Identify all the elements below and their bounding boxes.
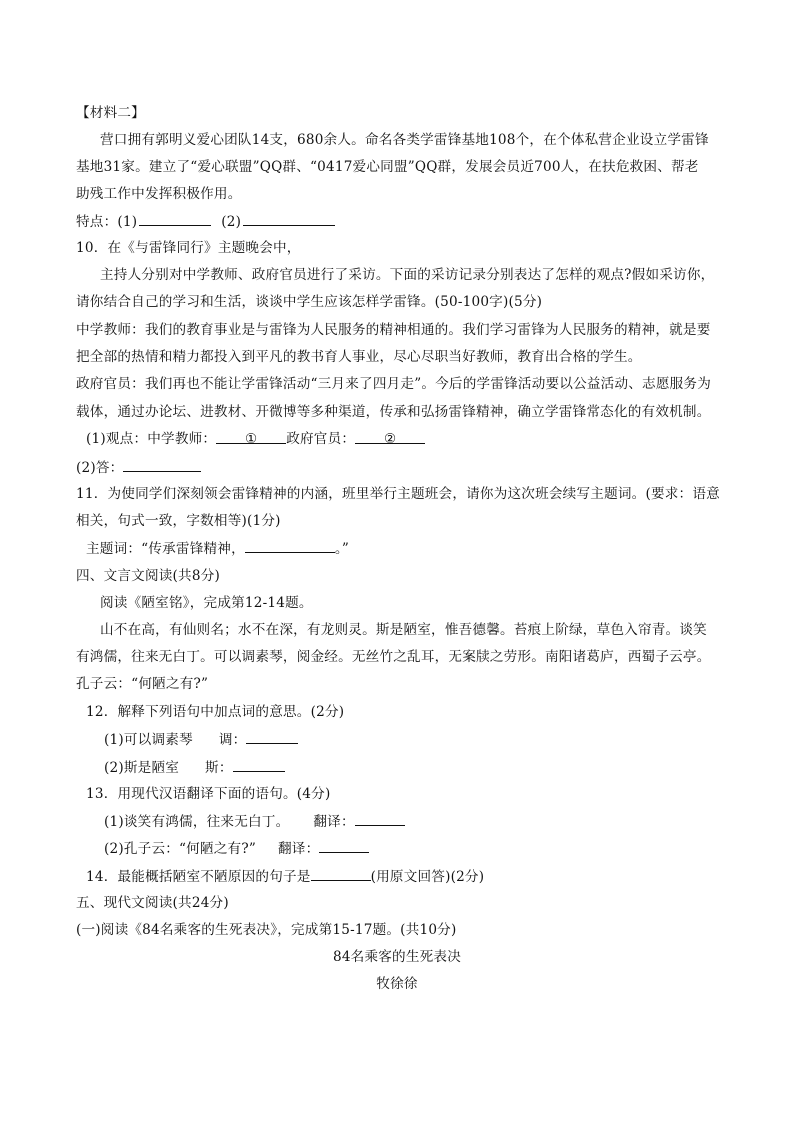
question-11-line: 相关，句式一致，字数相等)(1分)	[76, 513, 281, 529]
question-13-item-2-label: 翻译：	[278, 841, 320, 857]
material-title: 【材料二】	[76, 105, 145, 121]
classical-text-line: 有鸿儒，往来无白丁。可以调素琴，阅金经。无丝竹之乱耳，无案牍之劳形。南阳诸葛庐，西蜀子云亭。	[76, 649, 711, 665]
classical-text-line: 山不在高，有仙则名；水不在深，有龙则灵。斯是陋室，惟吾德馨。苔痕上阶绿，草色入帘青。谈笑	[100, 622, 707, 638]
q13-1-blank[interactable]	[355, 811, 405, 826]
feature-2-blank[interactable]	[243, 211, 335, 226]
question-14-line	[86, 866, 484, 887]
question-12-item-2	[104, 757, 285, 778]
q12-2-blank[interactable]	[233, 757, 285, 772]
question-12-item-1-text: (1)可以调素琴	[104, 732, 193, 748]
teacher-statement-line: 把全部的热情和精力都投入到平凡的教书育人事业，尽心尽职当好教师，教育出合格的学生。	[76, 349, 642, 365]
official-view-blank[interactable]: ②	[355, 429, 425, 444]
question-13-item-1-label: 翻译：	[313, 814, 355, 830]
question-12-stem: 12．解释下列语句中加点词的意思。(2分)	[86, 704, 345, 720]
question-10-stem: 10．在《与雷锋同行》主题晚会中，	[76, 240, 301, 256]
question-11-line: 11．为使同学们深刻领会雷锋精神的内涵，班里举行主题班会，请你为这次班会续写主题词。(要求：语意	[76, 486, 720, 502]
views-mid-label: 政府官员：	[286, 431, 356, 447]
theme-blank[interactable]	[245, 538, 335, 553]
section-5-sub: (一)阅读《84名乘客的生死表决》，完成第15-17题。(共10分)	[76, 922, 457, 938]
answer-blank[interactable]	[123, 457, 201, 472]
features-label: 特点：	[76, 214, 118, 230]
question-12-item-1-label: 调：	[218, 732, 247, 748]
question-14-suffix: (用原文回答)(2分)	[370, 869, 485, 885]
question-12-item-2-label: 斯：	[205, 760, 233, 776]
views-line	[86, 429, 425, 449]
question-13-item-2	[104, 838, 369, 859]
feature-1-blank[interactable]	[139, 211, 211, 226]
article-title: 84名乘客的生死表决	[332, 949, 462, 965]
material-paragraph-line: 助残工作中发挥积极作用。	[76, 186, 242, 202]
material-paragraph-line: 营口拥有郭明义爱心团队14支，680余人。命名各类学雷锋基地108个，在个体私营企业设立学雷锋	[100, 132, 709, 148]
question-10-paragraph-line: 请你结合自己的学习和生活，谈谈中学生应该怎样学雷锋。(50-100字)(5分)	[76, 294, 543, 310]
theme-line	[86, 538, 349, 559]
q14-blank[interactable]	[311, 866, 371, 881]
question-12-item-1	[104, 729, 298, 750]
question-14-text: 14．最能概括陋室不陋原因的句子是	[86, 869, 311, 885]
features-item-1-label: (1)	[117, 214, 138, 230]
question-13-item-2-text: (2)孔子云：“何陋之有?”	[104, 841, 256, 857]
answer-line	[76, 457, 201, 478]
theme-suffix: 。”	[334, 541, 350, 557]
question-10-paragraph-line: 主持人分别对中学教师、政府官员进行了采访。下面的采访记录分别表达了怎样的观点?假如采访你，	[100, 267, 715, 283]
section-5-title: 五、现代文阅读(共24分)	[76, 895, 229, 911]
question-13-item-1-text: (1)谈笑有鸿儒，往来无白丁。	[104, 814, 290, 830]
views-prefix: (1)观点：中学教师：	[86, 431, 217, 447]
question-13-item-1	[104, 811, 405, 832]
official-statement-line: 载体，通过办论坛、进教材、开微博等多种渠道，传承和弘扬雷锋精神，确立学雷锋常态化的有效机制。	[76, 404, 711, 420]
q12-1-blank[interactable]	[246, 729, 298, 744]
teacher-view-blank[interactable]: ①	[216, 429, 286, 444]
teacher-statement-line: 中学教师：我们的教育事业是与雷锋为人民服务的精神相通的。我们学习雷锋为人民服务的精神，就是要	[76, 322, 711, 338]
answer-prefix: (2)答：	[76, 460, 124, 476]
article-author: 牧徐徐	[376, 976, 418, 992]
classical-text-line: 孔子云：“何陋之有?”	[76, 676, 209, 692]
official-statement-line: 政府官员：我们再也不能让学雷锋活动“三月来了四月走”。今后的学雷锋活动要以公益活动、志愿服务为	[76, 376, 712, 392]
features-item-2-label: (2)	[221, 214, 242, 230]
features-line	[76, 211, 335, 232]
theme-prefix: 主题词：“传承雷锋精神，	[86, 541, 245, 557]
question-12-item-2-text: (2)斯是陋室	[104, 760, 180, 776]
section-4-intro: 阅读《陋室铭》，完成第12-14题。	[100, 595, 313, 611]
material-paragraph-line: 基地31家。建立了“爱心联盟”QQ群、“0417爱心同盟”QQ群，发展会员近700人，在扶危救困、帮老	[76, 159, 699, 175]
section-4-title: 四、文言文阅读(共8分)	[76, 568, 220, 584]
q13-2-blank[interactable]	[319, 838, 369, 853]
question-13-stem: 13．用现代汉语翻译下面的语句。(4分)	[86, 786, 331, 802]
